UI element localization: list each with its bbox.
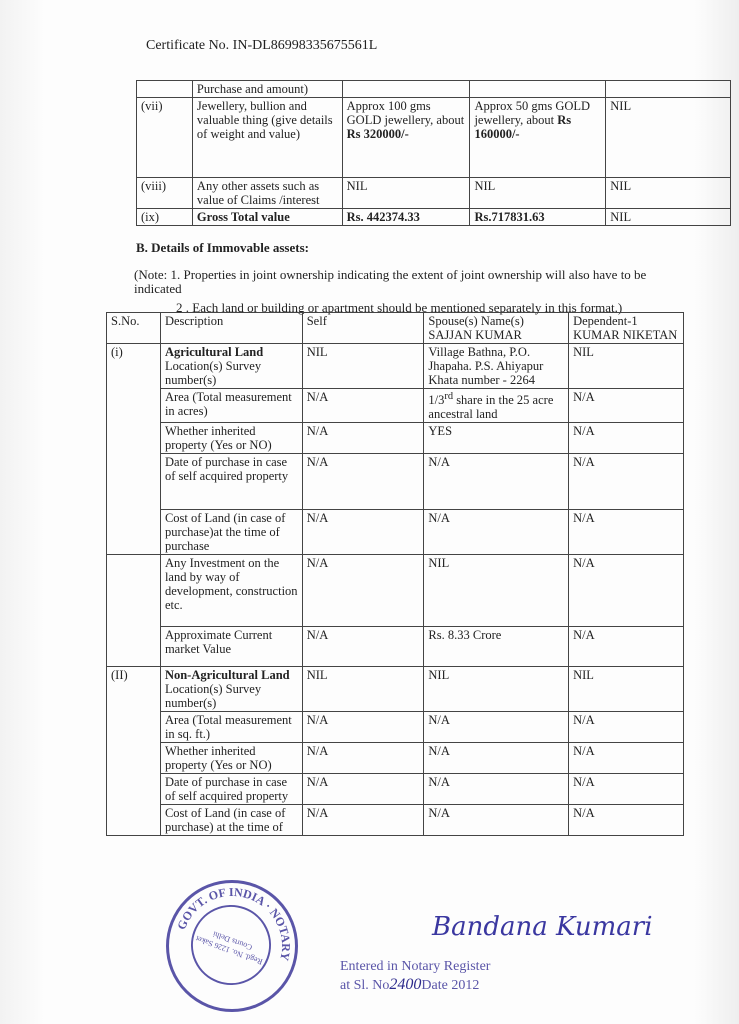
notary-register-entry xyxy=(340,958,490,995)
self-cell: N/A xyxy=(302,805,424,836)
stamp-ring-text: GOVT. OF INDIA · NOTARY xyxy=(174,884,294,963)
dependent-cell: NIL xyxy=(606,209,731,226)
desc-text: Location(s) Survey number(s) xyxy=(164,359,262,387)
self-text: Approx 100 gms GOLD jewellery, about xyxy=(346,99,465,127)
sno-cell: (II) xyxy=(107,667,161,836)
table-row xyxy=(107,344,684,389)
table-row xyxy=(137,81,731,98)
dependent-cell: N/A xyxy=(569,555,684,627)
spouse-text: Approx 50 gms GOLD jewellery, about xyxy=(474,99,591,127)
dependent-cell: N/A xyxy=(569,712,684,743)
desc-cell: Area (Total measurement in sq. ft.) xyxy=(160,712,302,743)
desc-cell: Any Investment on the land by way of development, construction etc. xyxy=(160,555,302,627)
spouse-cell xyxy=(470,81,606,98)
self-cell: N/A xyxy=(302,423,424,454)
self-cell: N/A xyxy=(302,555,424,627)
serial-label: at Sl. No xyxy=(340,978,390,993)
desc-cell xyxy=(160,667,302,712)
desc-cell: Area (Total measurement in acres) xyxy=(160,389,302,423)
self-cell: N/A xyxy=(302,774,424,805)
ordinal-suffix: rd xyxy=(444,391,454,402)
header-dependent: Dependent-1 KUMAR NIKETAN xyxy=(569,313,684,344)
dependent-cell: N/A xyxy=(569,805,684,836)
spouse-cell: Village Bathna, P.O. Jhapaha. P.S. Ahiyapur Khata number - 2264 xyxy=(424,344,569,389)
desc-cell: Whether inherited property (Yes or NO) xyxy=(160,423,302,454)
table-row xyxy=(107,774,684,805)
spouse-cell xyxy=(470,98,606,178)
table-row xyxy=(107,389,684,423)
self-cell: NIL xyxy=(342,178,470,209)
self-cell: Rs. 442374.33 xyxy=(342,209,470,226)
spouse-cell: N/A xyxy=(424,805,569,836)
dependent-cell: NIL xyxy=(606,98,731,178)
spouse-cell: YES xyxy=(424,423,569,454)
immovable-assets-table xyxy=(106,312,684,836)
note-text: (Note: 1. Properties in joint ownership indicating the extent of joint ownership will also have to be indicated xyxy=(134,267,647,296)
sno-cell: (ix) xyxy=(137,209,193,226)
spouse-cell: N/A xyxy=(424,743,569,774)
table-row xyxy=(107,712,684,743)
row-title: Agricultural Land xyxy=(164,345,264,359)
desc-cell: Jewellery, bullion and valuable thing (give details of weight and value) xyxy=(192,98,342,178)
spouse-cell: NIL xyxy=(424,555,569,627)
table-row xyxy=(107,667,684,712)
register-date: Date 2012 xyxy=(421,978,480,993)
dependent-cell: N/A xyxy=(569,743,684,774)
dependent-cell: N/A xyxy=(569,627,684,667)
desc-cell: Cost of Land (in case of purchase) at the time of xyxy=(160,805,302,836)
notary-stamp xyxy=(166,880,298,1012)
spouse-cell: Rs.717831.63 xyxy=(470,209,606,226)
table-row xyxy=(107,555,684,627)
dependent-cell: N/A xyxy=(569,423,684,454)
table-row xyxy=(107,510,684,555)
register-serial-line xyxy=(340,976,490,995)
table-row xyxy=(107,743,684,774)
desc-cell xyxy=(160,344,302,389)
fraction: 1/3 xyxy=(428,393,445,408)
note-text-2: 2 . Each land or building or apartment should be mentioned separately in this format.) xyxy=(176,300,623,315)
dependent-cell: N/A xyxy=(569,389,684,423)
self-cell: N/A xyxy=(302,712,424,743)
dependent-cell: N/A xyxy=(569,454,684,510)
desc-cell: Date of purchase in case of self acquired property xyxy=(160,774,302,805)
share-text: share in the 25 acre ancestral land xyxy=(428,393,554,422)
header-description: Description xyxy=(160,313,302,344)
self-cell: N/A xyxy=(302,510,424,555)
table-row xyxy=(137,98,731,178)
self-cell xyxy=(342,81,470,98)
dependent-cell: NIL xyxy=(606,178,731,209)
desc-text: Location(s) Survey number(s) xyxy=(164,682,262,711)
desc-cell: Any other assets such as value of Claims /interest xyxy=(192,178,342,209)
self-cell: N/A xyxy=(302,743,424,774)
spouse-cell: N/A xyxy=(424,774,569,805)
desc-cell: Cost of Land (in case of purchase)at the time of purchase xyxy=(160,510,302,555)
dependent-cell xyxy=(606,81,731,98)
certificate-number: Certificate No. IN-DL86998335675561L xyxy=(146,38,378,53)
spouse-cell: NIL xyxy=(424,667,569,712)
table-header-row xyxy=(107,313,684,344)
stamp-inner-text: Regd. No. 1226 Saket Courts Delhi xyxy=(180,894,283,997)
section-heading: B. Details of Immovable assets: xyxy=(136,240,309,255)
self-amount: Rs 320000/- xyxy=(346,127,409,141)
signature: Bandana Kumari xyxy=(432,912,653,942)
self-cell xyxy=(342,98,470,178)
row-title: Non-Agricultural Land xyxy=(164,668,290,683)
header-sno: S.No. xyxy=(107,313,161,344)
self-cell: N/A xyxy=(302,627,424,667)
spouse-amount: Rs 160000/- xyxy=(474,113,572,141)
sno-cell: (vii) xyxy=(137,98,193,178)
desc-cell: Whether inherited property (Yes or NO) xyxy=(160,743,302,774)
spouse-cell: N/A xyxy=(424,510,569,555)
table-row xyxy=(107,423,684,454)
sno-cell xyxy=(137,81,193,98)
self-cell: N/A xyxy=(302,389,424,423)
self-cell: N/A xyxy=(302,454,424,510)
dependent-cell: NIL xyxy=(569,344,684,389)
spouse-cell: NIL xyxy=(470,178,606,209)
header-spouse: Spouse(s) Name(s) SAJJAN KUMAR xyxy=(424,313,569,344)
table-row xyxy=(107,627,684,667)
spouse-cell: N/A xyxy=(424,712,569,743)
spouse-cell: N/A xyxy=(424,454,569,510)
table-row xyxy=(137,178,731,209)
desc-cell: Date of purchase in case of self acquired property xyxy=(160,454,302,510)
sno-cell xyxy=(107,555,161,667)
dependent-cell: N/A xyxy=(569,774,684,805)
spouse-cell xyxy=(424,389,569,423)
dependent-cell: N/A xyxy=(569,510,684,555)
spouse-cell: Rs. 8.33 Crore xyxy=(424,627,569,667)
register-line: Entered in Notary Register xyxy=(340,959,491,974)
table-row xyxy=(107,805,684,836)
sno-cell: (viii) xyxy=(137,178,193,209)
self-cell: NIL xyxy=(302,667,424,712)
self-cell: NIL xyxy=(302,344,424,389)
sno-cell: (i) xyxy=(107,344,161,555)
table-row xyxy=(137,209,731,226)
serial-number: 2400 xyxy=(389,976,422,993)
header-self: Self xyxy=(302,313,424,344)
desc-cell: Gross Total value xyxy=(192,209,342,226)
dependent-cell: NIL xyxy=(569,667,684,712)
desc-cell: Approximate Current market Value xyxy=(160,627,302,667)
movable-assets-table xyxy=(136,80,731,226)
desc-cell: Purchase and amount) xyxy=(192,81,342,98)
table-row xyxy=(107,454,684,510)
